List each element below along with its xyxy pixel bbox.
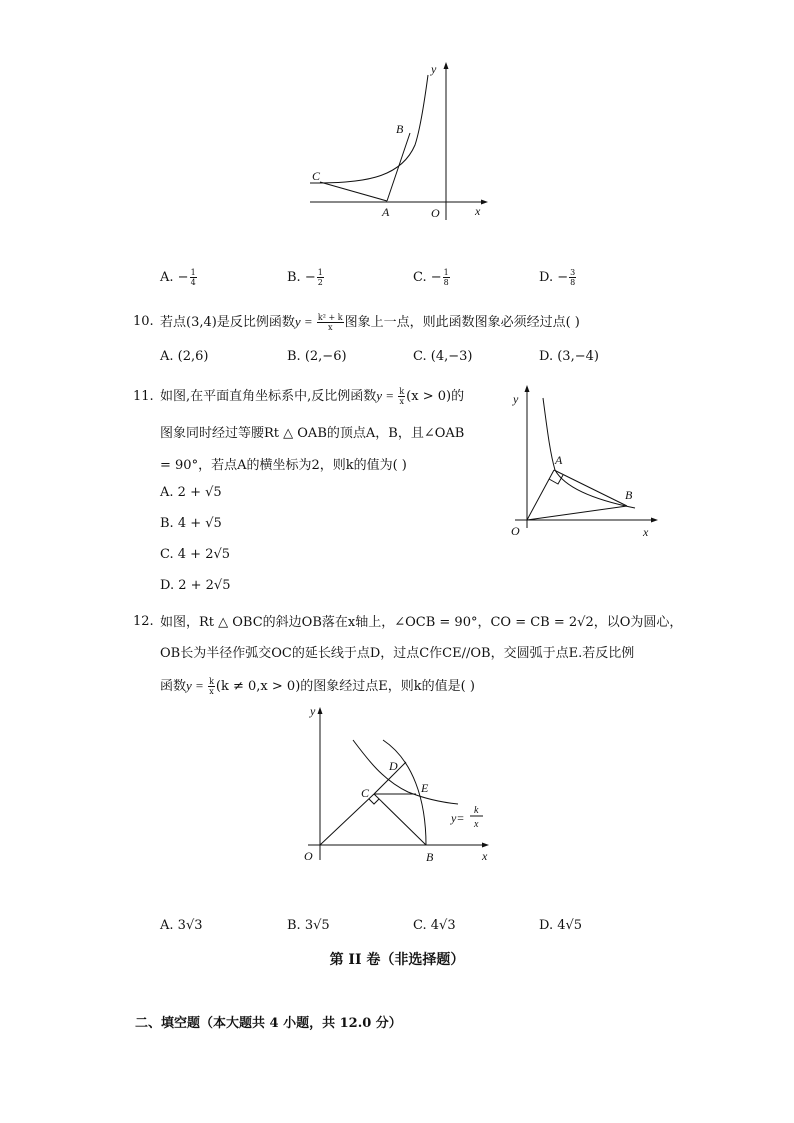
fig3-x-label: x [482,849,488,863]
fig1-point-b: B [396,122,404,136]
q11-option-d: D. 2 + 2√5 [160,578,231,593]
q11-stem-line1: 如图,在平面直角坐标系中,反比例函数y = $\frac{k}{x}$ (x > 0)的 [160,387,465,406]
q10-option-c: C. (4,−3) [413,349,473,364]
section2-heading: 二、填空题（本大题共 4 小题，共 12.0 分） [135,1016,402,1031]
fig1-origin-label: O [431,206,440,220]
figure-top [300,55,500,230]
fig1-point-a: A [382,205,390,219]
q12-option-c: C. 4√3 [413,918,456,933]
fig1-y-label: y [431,62,437,76]
fig2-y-label: y [513,392,519,406]
fig3-curve-label: y= [451,811,465,825]
fig3-origin-label: O [304,849,313,863]
q10-stem: 若点(3,4)是反比例函数y = $\frac{\text{k² + k}}{x}$ 图象上一点，则此函数图象必须经过点( ) [160,313,580,332]
fig3-point-c: C [361,786,370,800]
q9-option-d: D. − $\frac{3}{8}$ [539,268,576,287]
q10-number: 10. [133,314,154,329]
q10-option-d: D. (3,−4) [539,349,599,364]
fig3-point-b: B [426,850,434,864]
figure-q11 [495,378,670,543]
fig1-point-c: C [312,169,321,183]
fig3-point-e: E [421,781,429,795]
fig3-y-label: y [310,704,316,718]
fig1-x-label: x [475,204,481,218]
q12-option-b: B. 3√5 [287,918,330,933]
q12-option-d: D. 4√5 [539,918,583,933]
q11-stem-line2: 图象同时经过等腰Rt △ OAB的顶点A，B，且∠OAB [160,426,465,441]
q12-option-a: A. 3√3 [160,918,203,933]
q12-number: 12. [133,614,154,629]
fig3-point-d: D [389,759,398,773]
fig2-point-b: B [625,488,633,502]
fig2-point-a: A [555,453,563,467]
figure-q12 [298,700,498,875]
q10-option-b: B. (2,−6) [287,349,347,364]
fig2-x-label: x [643,525,649,539]
q11-option-c: C. 4 + 2√5 [160,547,231,562]
q9-option-b: B. − $\frac{1}{2}$ [287,268,323,287]
q11-option-a: A. 2 + √5 [160,485,222,500]
q12-stem-line1: 如图，Rt △ OBC的斜边OB落在x轴上，∠OCB = 90°，CO = CB = 2√2，以O为圆心， [160,615,683,630]
q12-stem-line2: OB长为半径作弧交OC的延长线于点D，过点C作CE//OB，交圆弧于点E.若反比例 [160,646,635,661]
q11-option-b: B. 4 + √5 [160,516,222,531]
q9-option-c: C. − $\frac{1}{8}$ [413,268,449,287]
q12-stem-line3: 函数y = $\frac{k}{x}$ (k ≠ 0,x > 0)的图象经过点E，则k的值是( ) [160,677,475,696]
fig2-origin-label: O [511,524,520,538]
q9-option-a: A. − $\frac{1}{4}$ [160,268,196,287]
q11-stem-line3: = 90°，若点A的横坐标为2，则k的值为( ) [160,458,407,473]
fig3-curve-den: x [474,819,479,830]
fig3-curve-num: k [474,805,479,816]
section2-title: 第 II 卷（非选择题） [329,952,465,968]
q10-option-a: A. (2,6) [160,349,209,364]
q11-number: 11. [133,389,154,404]
